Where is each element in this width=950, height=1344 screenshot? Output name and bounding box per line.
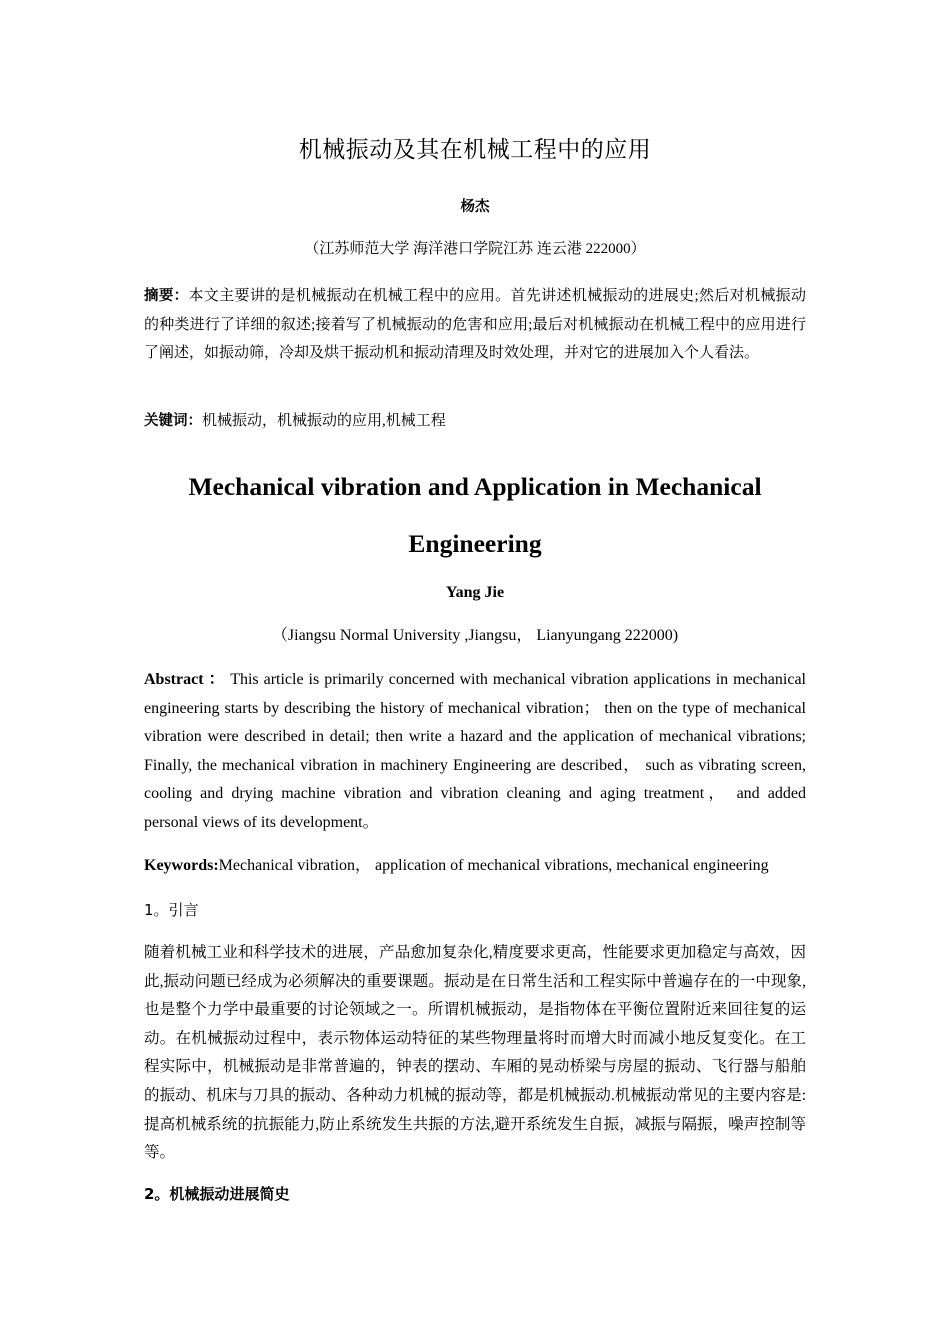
introduction-paragraph: 随着机械工业和科学技术的进展，产品愈加复杂化,精度要求更高，性能要求更加稳定与高效，因此,振动问题已经成为必须解决的重要课题。振动是在日常生活和工程实际中普遍存在的一中现象,也是整个力学中最重要的讨论领域之一。所谓机械振动，是指物体在平衡位置附近来回往复的运动。在机械振动过程中，表示物体运动特征的某些物理量将时而增大时而减小地反复变化。在工程实际中，机械振动是非常普遍的，钟表的摆动、车厢的晃动桥梁与房屋的振动、飞行器与船舶的振动、机床与刀具的振动、各种动力机械的振动等，都是机械振动.机械振动常见的主要内容是:提高机械系统的抗振能力,防止系统发生共振的方法,避开系统发生自振，减振与隔振，噪声控制等等。 [144,944,806,1162]
chinese-keywords [144,410,806,432]
english-abstract [144,666,806,838]
chinese-title: 机械振动及其在机械工程中的应用 [298,137,652,163]
chinese-abstract [144,282,806,368]
chinese-author: 杨杰 [460,199,490,215]
english-keywords-text: Mechanical vibration， application of mechanical vibrations, mechanical engineering [218,857,769,874]
chinese-affiliation: （江苏师范大学 海洋港口学院江苏 连云港 222000） [304,241,646,257]
english-abstract-label: Abstract ： [144,671,226,688]
section-heading-history: 2。机械振动进展简史 [144,1185,290,1203]
chinese-keywords-text: 机械振动，机械振动的应用,机械工程 [202,413,446,429]
english-affiliation: （Jiangsu Normal University ,Jiangsu， Lianyungang 222000) [271,627,679,644]
chinese-keywords-label: 关键词： [144,413,202,429]
chinese-abstract-text: 本文主要讲的是机械振动在机械工程中的应用。首先讲述机械振动的进展史;然后对机械振动的种类进行了详细的叙述;接着写了机械振动的危害和应用;最后对机械振动在机械工程中的应用进行了阐述，如振动筛，冷却及烘干振动机和振动清理及时效处理，并对它的进展加入个人看法。 [144,288,807,362]
english-title: Mechanical vibration and Application in Mechanical Engineering [188,472,762,558]
english-keywords [144,855,806,877]
chinese-abstract-label: 摘要： [144,288,189,304]
english-author: Yang Jie [445,584,505,601]
section-heading-introduction: 1。引言 [144,901,199,919]
english-keywords-label: Keywords: [144,857,219,874]
english-abstract-text: This article is primarily concerned with mechanical vibration applications in mechanical engineering starts by describing the history of mechanical vibration； then on the type of mechanical vibration were described in detail; then write a hazard and the application of mechanical vibrations; Finally, the mechanical vibration in machinery Engineering are described， such as vibrating screen, cooling and drying machine vibration and vibration cleaning and aging treatment， and added personal views of its development。 [144,671,806,831]
